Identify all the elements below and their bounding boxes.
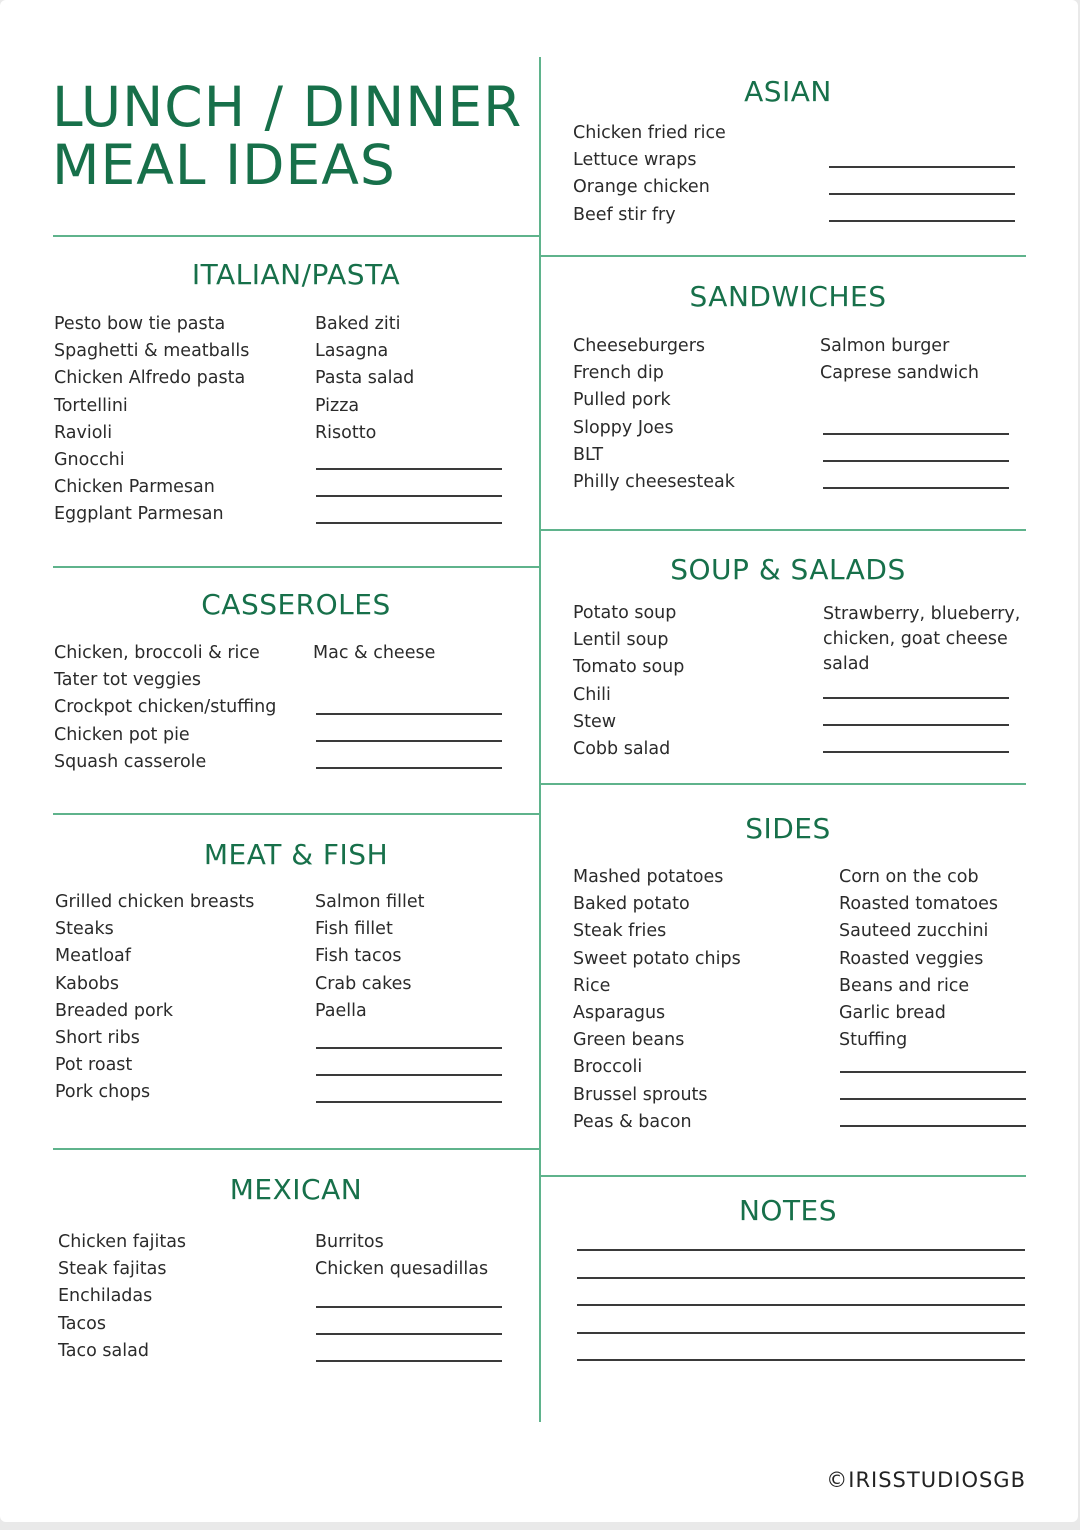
list-item: Ravioli <box>54 422 113 443</box>
list-item: Taco salad <box>58 1340 149 1361</box>
salad-description <box>823 602 1020 677</box>
write-in-line[interactable] <box>823 487 1009 489</box>
write-in-line[interactable] <box>316 1360 502 1362</box>
list-item: Chicken fajitas <box>58 1232 187 1252</box>
list-item: Brussel sprouts <box>573 1084 708 1105</box>
list-item: Pesto bow tie pasta <box>54 314 226 334</box>
list-item: Fish fillet <box>315 919 393 940</box>
write-in-line[interactable] <box>840 1125 1026 1127</box>
write-in-line[interactable] <box>316 468 502 470</box>
list-item: Roasted veggies <box>839 948 984 969</box>
list-item: Crockpot chicken/stuffing <box>54 697 277 718</box>
write-in-line[interactable] <box>823 433 1009 435</box>
soups-heading: SOUP & SALADS <box>670 553 906 586</box>
list-item: Pasta salad <box>315 368 415 389</box>
italian-heading: ITALIAN/PASTA <box>191 258 401 291</box>
list-item: Cobb salad <box>573 738 671 759</box>
list-item: Salmon burger <box>820 336 950 356</box>
list-item: Spaghetti & meatballs <box>54 341 250 362</box>
write-in-line[interactable] <box>316 1074 502 1076</box>
meat-fish-list-1 <box>55 889 254 1107</box>
list-item: Chicken quesadillas <box>315 1259 489 1280</box>
list-item: Pork chops <box>55 1082 151 1103</box>
divider-soups <box>541 529 1026 531</box>
list-item: Gnocchi <box>54 449 125 470</box>
write-in-line[interactable] <box>823 751 1009 753</box>
page-title <box>52 75 523 197</box>
list-item: Paella <box>315 1000 367 1021</box>
meat-fish-heading: MEAT & FISH <box>203 838 389 871</box>
list-item: Chicken fried rice <box>573 123 726 143</box>
divider-notes <box>541 1175 1026 1177</box>
divider-mexican <box>53 1148 539 1150</box>
list-item: Roasted tomatoes <box>839 894 999 915</box>
write-in-line[interactable] <box>316 495 502 497</box>
list-item: Tater tot veggies <box>54 670 201 691</box>
write-in-line[interactable] <box>316 740 502 742</box>
write-in-line[interactable] <box>316 713 502 715</box>
write-in-line[interactable] <box>823 460 1009 462</box>
mexican-list-1 <box>58 1229 186 1365</box>
divider-sandwiches <box>541 255 1026 257</box>
list-item: Green beans <box>573 1030 685 1051</box>
write-in-line[interactable] <box>840 1071 1026 1073</box>
notes-line[interactable] <box>577 1359 1025 1361</box>
casseroles-list-2 <box>313 640 435 667</box>
list-item: BLT <box>573 444 604 465</box>
list-item: Beans and rice <box>839 975 970 996</box>
list-item: Chili <box>573 684 611 705</box>
list-item: Stuffing <box>839 1030 908 1051</box>
mexican-heading: MEXICAN <box>229 1173 363 1206</box>
write-in-line[interactable] <box>316 1306 502 1308</box>
sides-list-1 <box>573 864 741 1136</box>
list-item: Eggplant Parmesan <box>54 504 224 525</box>
list-item: Caprese sandwich <box>820 363 980 384</box>
notes-line[interactable] <box>577 1277 1025 1279</box>
sides-list-2 <box>839 864 998 1054</box>
list-item: Chicken Alfredo pasta <box>54 368 246 389</box>
title-line-1: LUNCH / DINNER <box>52 75 523 139</box>
list-item: Broccoli <box>573 1057 643 1078</box>
write-in-line[interactable] <box>316 1047 502 1049</box>
list-item: Asparagus <box>573 1002 666 1023</box>
list-item: Orange chicken <box>573 177 710 198</box>
list-item: Corn on the cob <box>839 867 979 887</box>
list-item: Pizza <box>315 395 360 416</box>
list-item: Grilled chicken breasts <box>55 892 255 912</box>
list-item: Pulled pork <box>573 390 671 411</box>
asian-heading: ASIAN <box>744 75 832 108</box>
list-item: Potato soup <box>573 603 677 623</box>
list-item: Pot roast <box>55 1055 133 1076</box>
divider-meat-fish <box>53 813 539 815</box>
list-item: Lasagna <box>315 341 389 362</box>
notes-line[interactable] <box>577 1304 1025 1306</box>
sandwiches-list-1 <box>573 333 735 496</box>
italian-list-1 <box>54 311 249 529</box>
soups-list-1 <box>573 600 684 763</box>
list-item: Garlic bread <box>839 1002 946 1023</box>
list-item: Short ribs <box>55 1027 140 1048</box>
list-item: Baked potato <box>573 894 690 915</box>
list-item: Cheeseburgers <box>573 336 706 356</box>
list-item: Sauteed zucchini <box>839 921 989 942</box>
write-in-line[interactable] <box>840 1098 1026 1100</box>
notes-line[interactable] <box>577 1332 1025 1334</box>
list-item: Chicken, broccoli & rice <box>54 643 260 663</box>
divider-sides <box>541 783 1026 785</box>
list-item: Steak fries <box>573 921 667 942</box>
title-line-2: MEAL IDEAS <box>52 133 396 197</box>
list-item: Fish tacos <box>315 946 402 967</box>
list-item: Breaded pork <box>55 1000 173 1021</box>
list-item: Peas & bacon <box>573 1111 692 1132</box>
italian-list-2 <box>315 311 414 447</box>
list-item: Tacos <box>58 1313 106 1334</box>
asian-list-1 <box>573 120 726 229</box>
list-item: Mashed potatoes <box>573 867 724 887</box>
list-item: Lettuce wraps <box>573 150 697 171</box>
list-item: Sweet potato chips <box>573 948 741 969</box>
sandwiches-heading: SANDWICHES <box>689 280 887 313</box>
casseroles-heading: CASSEROLES <box>201 588 391 621</box>
list-item: Steaks <box>55 919 114 940</box>
salad-line: chicken, goat cheese <box>823 629 1008 649</box>
salad-line: Strawberry, blueberry, <box>823 604 1021 624</box>
list-item: Salmon fillet <box>315 892 425 912</box>
list-item: Chicken Parmesan <box>54 477 215 498</box>
sides-heading: SIDES <box>745 812 831 845</box>
notes-line[interactable] <box>577 1249 1025 1251</box>
list-item: Kabobs <box>55 973 119 994</box>
list-item: Sloppy Joes <box>573 417 674 438</box>
list-item: Enchiladas <box>58 1286 153 1307</box>
list-item: Philly cheesesteak <box>573 471 735 492</box>
write-in-line[interactable] <box>316 522 502 524</box>
list-item: Chicken pot pie <box>54 724 190 745</box>
list-item: Rice <box>573 975 611 996</box>
list-item: Stew <box>573 711 617 732</box>
list-item: Steak fajitas <box>58 1259 167 1280</box>
center-divider <box>539 57 541 1422</box>
sandwiches-list-2 <box>820 333 979 387</box>
notes-heading: NOTES <box>738 1194 838 1227</box>
write-in-line[interactable] <box>829 220 1015 222</box>
write-in-line[interactable] <box>829 166 1015 168</box>
casseroles-list-1 <box>54 640 276 776</box>
list-item: Risotto <box>315 422 377 443</box>
write-in-line[interactable] <box>316 1333 502 1335</box>
divider-casseroles <box>53 566 539 568</box>
list-item: Tomato soup <box>573 657 685 678</box>
list-item: Burritos <box>315 1232 384 1252</box>
divider-italian <box>53 235 539 237</box>
list-item: Tortellini <box>54 395 128 416</box>
write-in-line[interactable] <box>316 767 502 769</box>
list-item: Mac & cheese <box>313 643 436 663</box>
copyright-credit: ©IRISSTUDIOSGB <box>826 1468 1026 1492</box>
mexican-list-2 <box>315 1229 488 1283</box>
meat-fish-list-2 <box>315 889 424 1025</box>
list-item: Squash casserole <box>54 751 207 772</box>
salad-line: salad <box>823 654 870 674</box>
list-item: Baked ziti <box>315 314 401 334</box>
write-in-line[interactable] <box>316 1101 502 1103</box>
write-in-line[interactable] <box>823 724 1009 726</box>
list-item: Beef stir fry <box>573 204 676 225</box>
write-in-line[interactable] <box>829 193 1015 195</box>
list-item: French dip <box>573 363 664 384</box>
list-item: Crab cakes <box>315 973 412 994</box>
list-item: Meatloaf <box>55 946 131 967</box>
list-item: Lentil soup <box>573 630 669 651</box>
write-in-line[interactable] <box>823 697 1009 699</box>
